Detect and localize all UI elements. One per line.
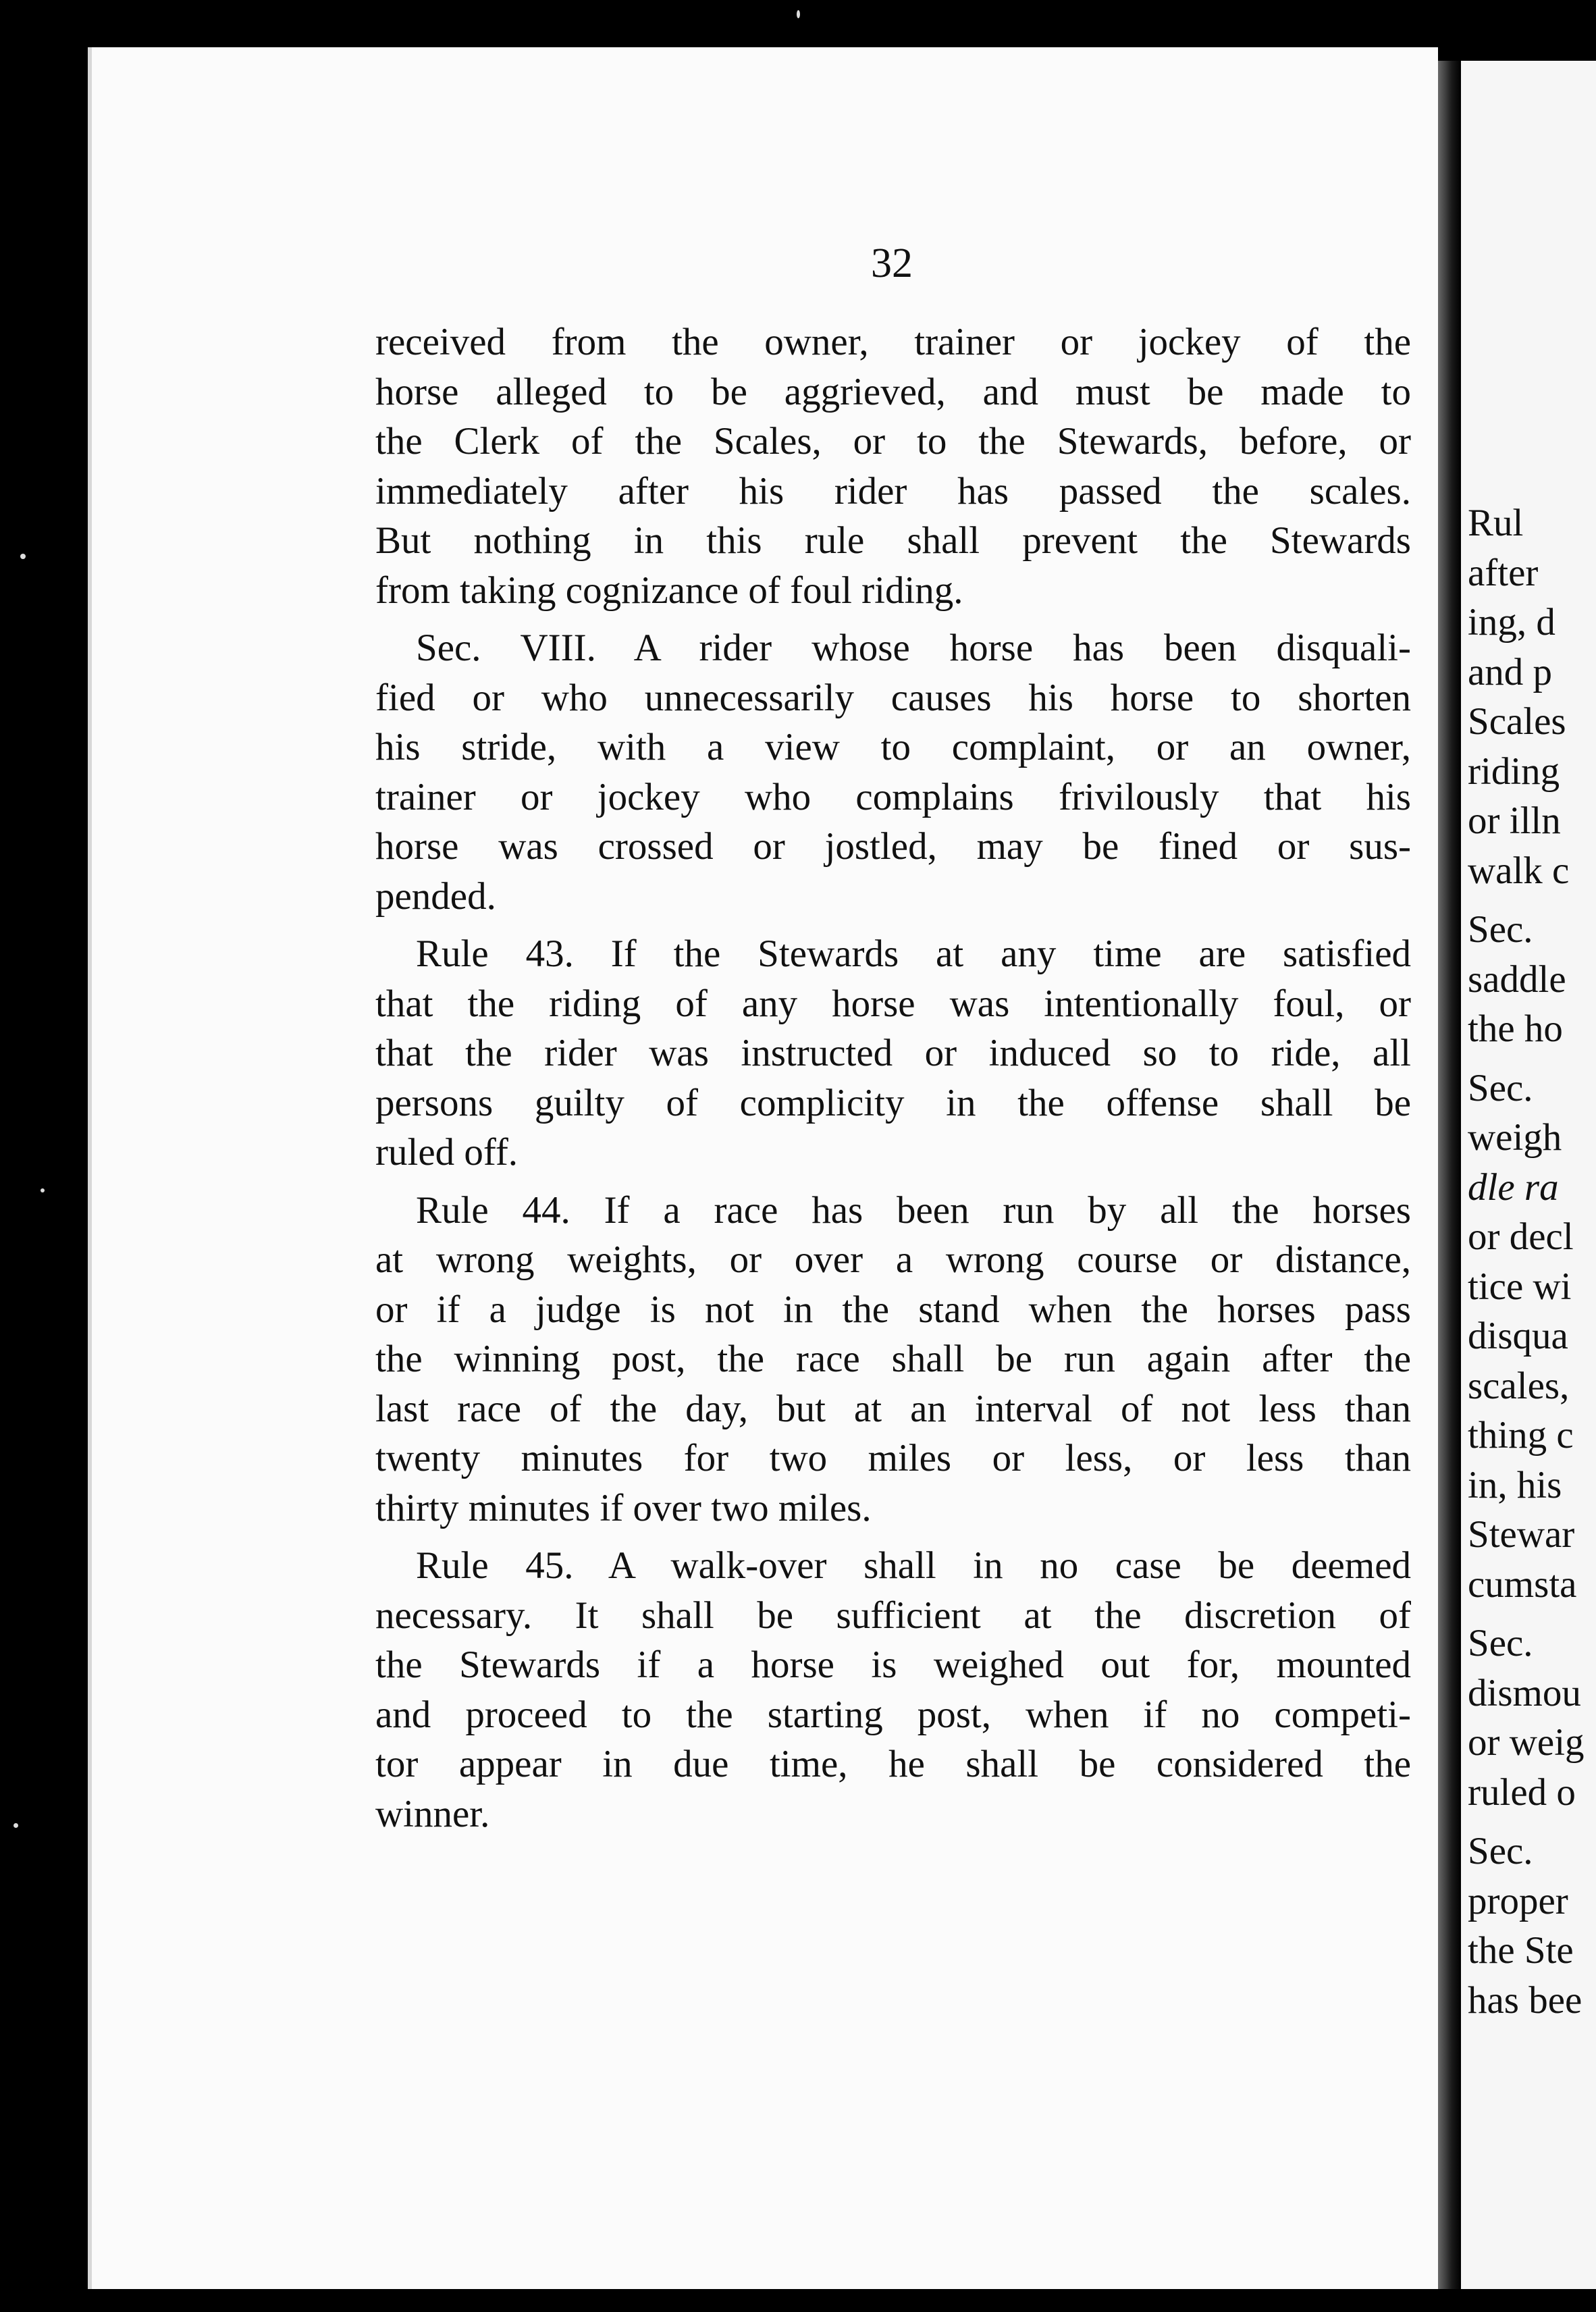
right-page-line: Sec.: [1468, 1066, 1533, 1109]
scan-speck: [41, 1188, 45, 1192]
scan-speck: [797, 10, 800, 18]
text-line: pended.: [375, 874, 496, 918]
text-line: last race of the day, but at an interval of not less than: [375, 1387, 1411, 1430]
right-page-line: Sec.: [1468, 908, 1533, 951]
text-line: at wrong weights, or over a wrong course or distance,: [375, 1238, 1411, 1281]
right-page-line: or weig: [1468, 1721, 1585, 1764]
right-page-line: after: [1468, 551, 1539, 594]
paragraph-gap: [1468, 1817, 1596, 1827]
book-gutter: [1438, 61, 1461, 2289]
scan-speck: [20, 554, 26, 559]
text-line: thirty minutes if over two miles.: [375, 1486, 872, 1529]
text-line: horse alleged to be aggrieved, and must be made to: [375, 370, 1411, 413]
right-page-line: tice wi: [1468, 1265, 1572, 1308]
right-page-line: the Ste: [1468, 1929, 1574, 1972]
paragraph-gap: [1468, 1054, 1596, 1063]
paragraph: [375, 317, 1411, 615]
text-line: that the rider was instructed or induced so to ride, all: [375, 1032, 1411, 1074]
text-line: immediately after his rider has passed the scales.: [375, 469, 1411, 513]
right-page-line: disqua: [1468, 1315, 1568, 1357]
text-line: ruled off.: [375, 1131, 518, 1174]
right-page-line: dle ra: [1468, 1165, 1559, 1209]
right-page-line: or illn: [1468, 799, 1561, 842]
paragraph: [375, 1541, 1411, 1839]
text-line: the Stewards if a horse is weighed out for, mounted: [375, 1644, 1411, 1686]
right-page-line: saddle: [1468, 957, 1566, 1001]
paragraph-gap: [1468, 895, 1596, 905]
paragraph: [375, 623, 1411, 921]
right-page-line: riding: [1468, 750, 1560, 793]
right-page-line: dismou: [1468, 1671, 1581, 1714]
right-page-line: Stewar: [1468, 1513, 1575, 1556]
paragraph: [375, 1186, 1411, 1533]
text-line: the winning post, the race shall be run again after the: [375, 1338, 1411, 1380]
page-number: 32: [871, 240, 913, 286]
right-page-line: scales,: [1468, 1364, 1570, 1407]
scan-speck: [14, 1823, 18, 1828]
right-page-line: weigh: [1468, 1116, 1562, 1159]
right-page-line: or decl: [1468, 1215, 1574, 1258]
text-line: Rule 43. If the Stewards at any time are satisfied: [416, 932, 1411, 975]
text-line: Rule 44. If a race has been run by all the horses: [416, 1188, 1411, 1232]
text-line: or if a judge is not in the stand when the horses pass: [375, 1288, 1411, 1331]
right-page-line: ing, d: [1468, 601, 1555, 643]
text-line: the Clerk of the Scales, or to the Stewards, before, or: [375, 420, 1411, 463]
paragraph: [375, 929, 1411, 1178]
text-line: trainer or jockey who complains frivilously that his: [375, 775, 1411, 818]
right-page-line: Scales: [1468, 700, 1566, 743]
text-line: Sec. VIII. A rider whose horse has been disquali-: [416, 627, 1411, 669]
right-page-line: the ho: [1468, 1007, 1563, 1050]
text-line: from taking cognizance of foul riding.: [375, 569, 963, 612]
right-page-line: Sec.: [1468, 1622, 1533, 1664]
right-page: [1461, 61, 1596, 2289]
right-page-line: has bee: [1468, 1978, 1582, 2022]
text-line: Rule 45. A walk-over shall in no case be deemed: [416, 1544, 1411, 1587]
text-line: twenty minutes for two miles or less, or less than: [375, 1437, 1411, 1479]
page-text: [375, 317, 1411, 1847]
right-page-line: and p: [1468, 650, 1553, 693]
text-line: winner.: [375, 1792, 490, 1835]
text-line: horse was crossed or jostled, may be fined or sus-: [375, 825, 1411, 868]
text-line: fied or who unnecessarily causes his horse to shorten: [375, 676, 1411, 719]
text-line: persons guilty of complicity in the offense shall be: [375, 1081, 1411, 1124]
text-line: But nothing in this rule shall prevent the Stewards: [375, 519, 1411, 562]
text-line: tor appear in due time, he shall be considered the: [375, 1743, 1411, 1785]
text-line: received from the owner, trainer or jockey of the: [375, 321, 1411, 363]
text-line: his stride, with a view to complaint, or an owner,: [375, 726, 1411, 768]
paragraph-gap: [1468, 1609, 1596, 1619]
text-line: that the riding of any horse was intentionally foul, or: [375, 982, 1411, 1025]
right-page-line: walk c: [1468, 849, 1570, 892]
right-page-text: [1468, 498, 1596, 2025]
right-page-line: cumsta: [1468, 1562, 1577, 1606]
right-page-line: Rul: [1468, 502, 1524, 544]
right-page-line: Sec.: [1468, 1830, 1533, 1872]
text-line: and proceed to the starting post, when if no competi-: [375, 1693, 1411, 1736]
text-line: necessary. It shall be sufficient at the discretion of: [375, 1594, 1411, 1637]
right-page-line: thing c: [1468, 1414, 1574, 1456]
right-page-line: proper: [1468, 1879, 1568, 1922]
right-page-line: ruled o: [1468, 1770, 1576, 1814]
right-page-line: in, his: [1468, 1463, 1562, 1506]
